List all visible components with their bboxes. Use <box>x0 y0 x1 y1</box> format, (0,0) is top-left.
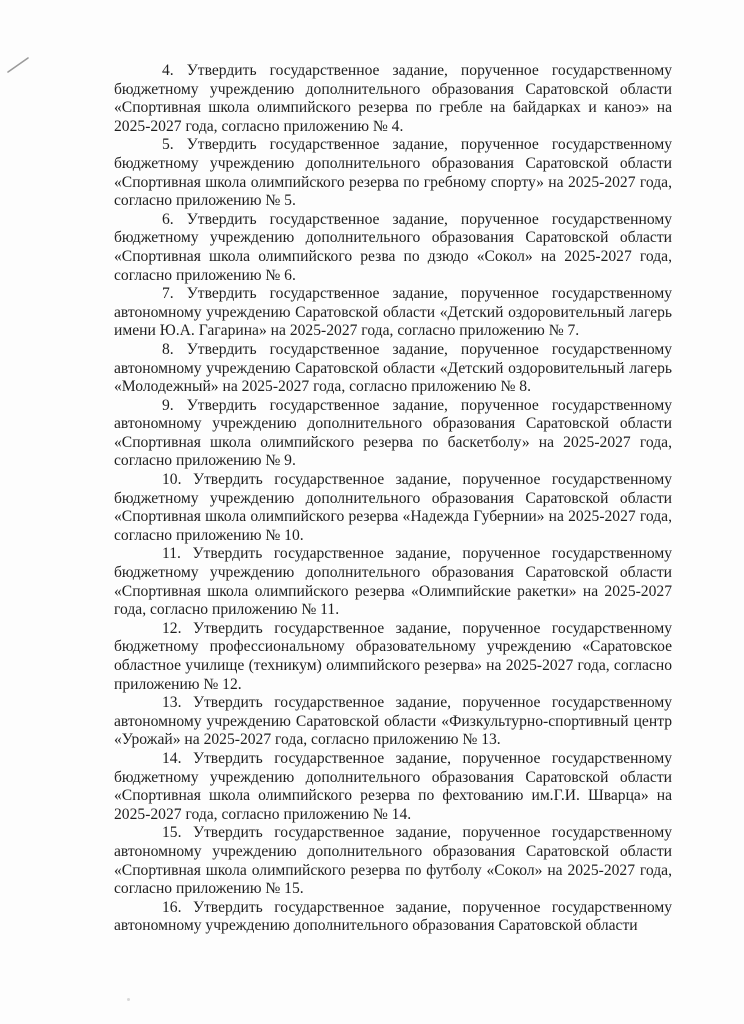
paragraph-text: Утвердить государственное задание, порученное государственному бюджетному учреждению дополнительного образования Саратовской области «Спортивная школа олимпийского резерва по фехтованию им.Г.И. Шварца» на 2025-2027 года, согласно приложению № 14. <box>114 749 672 823</box>
paragraph-text: Утвердить государственное задание, порученное государственному автономному учреждению дополнительного образования Саратовской области «Спортивная школа олимпийского резерва по футболу «Сокол» на 2025-2027 года, согласно приложению № 15. <box>114 824 672 898</box>
numbered-paragraph <box>114 694 672 750</box>
paragraph-number: 9. <box>162 396 174 414</box>
paragraph-number: 6. <box>162 210 174 228</box>
paragraph-text: Утвердить государственное задание, порученное государственному автономному учреждению дополнительного образования Саратовской области <box>114 898 672 935</box>
paragraph-number: 16. <box>162 898 182 916</box>
numbered-paragraph <box>114 899 672 936</box>
paragraph-text: Утвердить государственное задание, порученное государственному бюджетному учреждению дополнительного образования Саратовской области «Спортивная школа олимпийского резерва по гребле на байдарках и каноэ» на 2025-2027 года, согласно приложению № 4. <box>114 62 672 135</box>
paragraph-text: Утвердить государственное задание, порученное государственному автономному учреждению Саратовской области «Детский оздоровительный лагерь «Молодежный» на 2025-2027 года, согласно приложению № 8. <box>114 340 672 396</box>
paragraph-text: Утвердить государственное задание, порученное государственному бюджетному учреждению дополнительного образования Саратовской области «Спортивная школа олимпийского резва по дзюдо «Сокол» на 2025-2027 года, согласно приложению № 6. <box>114 210 672 284</box>
scan-corner-mark <box>6 50 30 74</box>
paragraph-text: Утвердить государственное задание, порученное государственному бюджетному учреждению дополнительного образования Саратовской области «Спортивная школа олимпийского резерва «Надежда Губернии» на 2025-2027 года, согласно приложению № 10. <box>114 471 672 544</box>
paragraph-number: 13. <box>162 694 182 712</box>
paragraph-number: 7. <box>162 285 174 303</box>
paragraph-number: 14. <box>162 749 182 767</box>
paragraph-text: Утвердить государственное задание, порученное государственному автономному учреждению Саратовской области «Физкультурно-спортивный центр «Урожай» на 2025-2027 года, согласно приложению № 13. <box>114 694 672 749</box>
numbered-paragraph <box>114 62 672 136</box>
scan-speck <box>127 998 130 1001</box>
paragraph-number: 12. <box>162 619 182 637</box>
paragraph-text: Утвердить государственное задание, порученное государственному автономному учреждению дополнительного образования Саратовской области «Спортивная школа олимпийского резерва по баскетболу» на 2025-2027 года, согласно приложению № 9. <box>114 396 672 470</box>
numbered-paragraph <box>114 471 672 545</box>
paragraph-text: Утвердить государственное задание, порученное государственному бюджетному учреждению дополнительного образования Саратовской области «Спортивная школа олимпийского резерва по гребному спорту» на 2025-2027 года, согласно приложению № 5. <box>114 136 672 210</box>
numbered-paragraph <box>114 545 672 619</box>
paragraph-text: Утвердить государственное задание, порученное государственному автономному учреждению Саратовской области «Детский оздоровительный лагерь имени Ю.А. Гагарина» на 2025-2027 года, согласно приложению № 7. <box>114 285 672 340</box>
paragraph-text: Утвердить государственное задание, порученное государственному бюджетному учреждению дополнительного образования Саратовской области «Спортивная школа олимпийского резерва «Олимпийские ракетки» на 2025-2027 года, согласно приложению № 11. <box>114 545 672 619</box>
paragraph-number: 4. <box>162 62 174 79</box>
numbered-paragraph <box>114 211 672 285</box>
numbered-paragraph <box>114 824 672 898</box>
document-body <box>114 62 672 936</box>
numbered-paragraph <box>114 750 672 824</box>
numbered-paragraph <box>114 397 672 471</box>
paragraph-number: 5. <box>162 136 174 154</box>
numbered-paragraph <box>114 136 672 210</box>
numbered-paragraph <box>114 620 672 694</box>
paragraph-text: Утвердить государственное задание, порученное государственному бюджетному профессиональному образовательному учреждению «Саратовское областное училище (техникум) олимпийского резерва» на 2025-2027 года, согласно приложению № 12. <box>114 619 672 693</box>
paragraph-number: 11. <box>162 545 181 563</box>
numbered-paragraph <box>114 341 672 397</box>
paragraph-number: 10. <box>162 471 182 489</box>
numbered-paragraph <box>114 285 672 341</box>
paragraph-number: 8. <box>162 340 174 358</box>
paragraph-number: 15. <box>162 824 182 842</box>
